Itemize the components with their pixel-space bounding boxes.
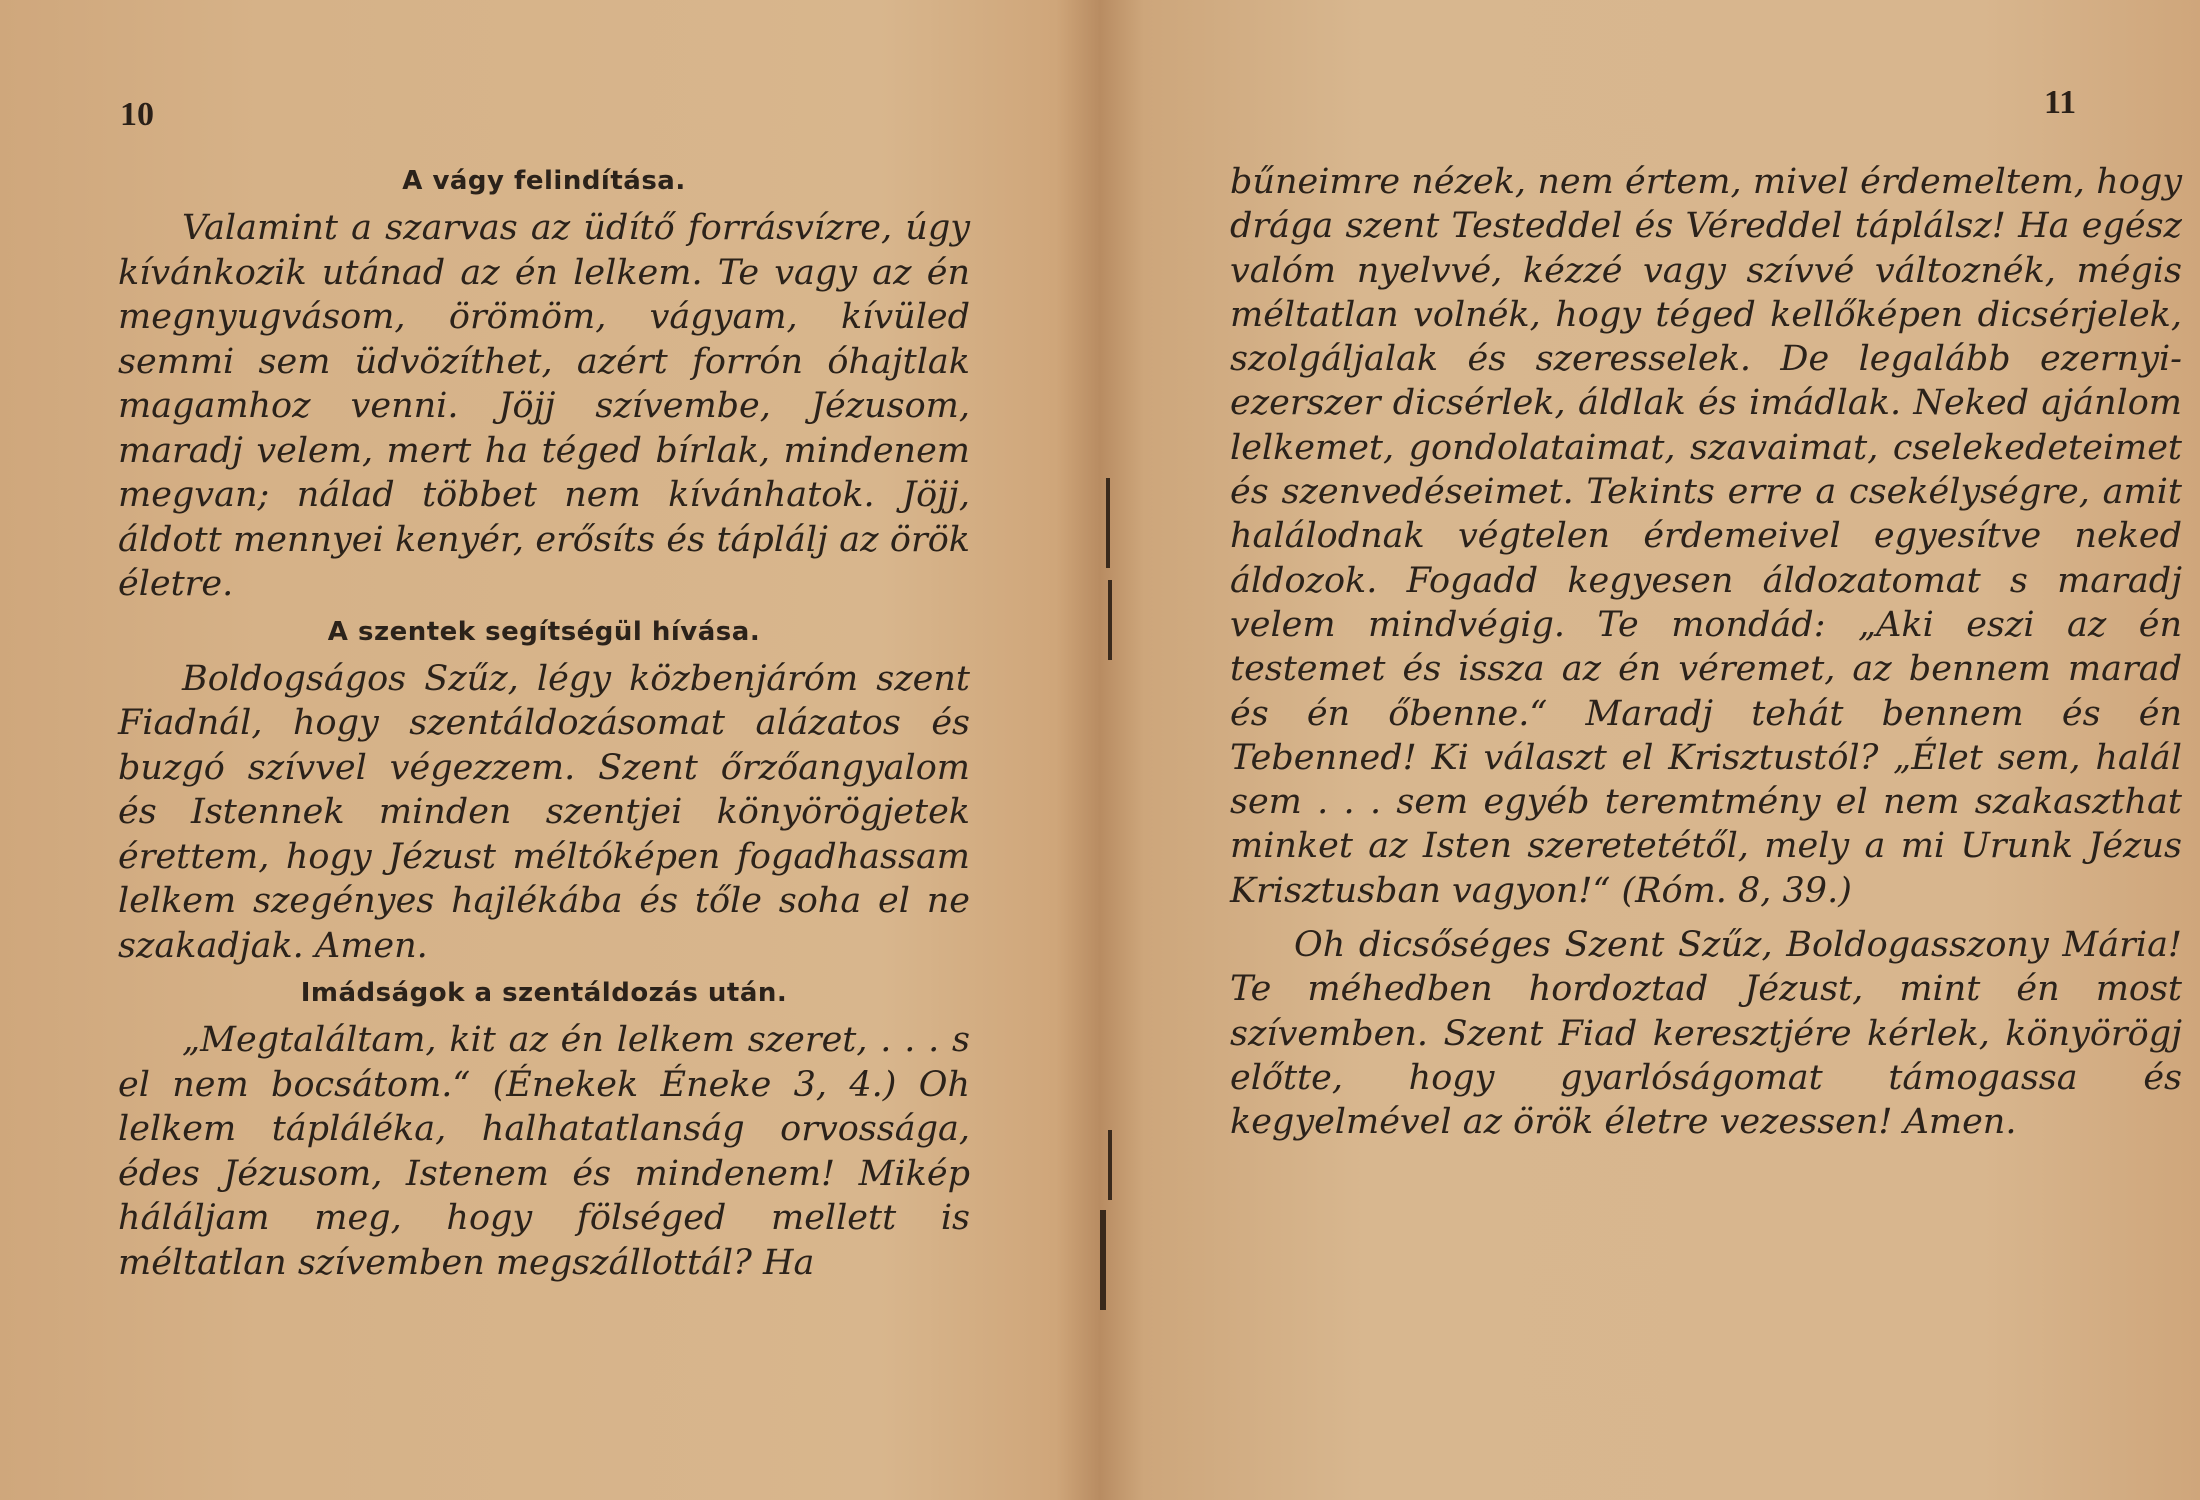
left-page-text — [118, 160, 970, 1295]
page-number-right: 11 — [2044, 84, 2077, 121]
paragraph-after-communion: „Megtaláltam, kit az én lelkem szeret, . . . s el nem bocsátom.“ (Énekek Éneke 3, 4.) Oh lelkem tápláléka, halhatatlanság orvossága, édes Jézusom, Istenem és mindenem! Mikép háláljam meg, hogy fölséged mellett is méltatlan szívemben megszállottál? Ha — [118, 1020, 970, 1283]
paragraph-desire: Valamint a szarvas az üdítő forrásvízre, úgy kívánkozik utánad az én lelkem. Te vagy az én megnyugvásom, örömöm, vágyam, kívüled semmi sem üdvözíthet, azért forrón óhajtlak magamhoz venni. Jöjj szívembe, Jézusom, maradj velem, mert ha téged bírlak, mindenem megvan; nálad többet nem kívánhatok. Jöjj, áldott mennyei kenyér, erősíts és táplálj az örök életre. — [118, 208, 970, 604]
right-page-text — [1230, 160, 2182, 1155]
section-heading-saints: A szentek segítségül hívása. — [327, 616, 761, 647]
page-number-left: 10 — [120, 96, 154, 133]
section-heading-desire: A vágy felindítása. — [402, 166, 686, 196]
paragraph-virgin-mary: Oh dicsőséges Szent Szűz, Boldogasszony Mária! Te méhedben hordoztad Jézust, mint én most szívemben. Szent Fiad keresztjére kérlek, könyörögj előtte, hogy gyarlóságomat támogassa és kegyelmével az örök életre vezessen! Amen. — [1230, 925, 2182, 1143]
section-heading-after-communion: Imádságok a szentáldozás után. — [300, 978, 788, 1008]
paragraph-continuation: bűneimre nézek, nem értem, mivel érdemeltem, hogy drága szent Testeddel és Véreddel táplálsz! Ha egész valóm nyelvvé, kézzé vagy szívvé változnék, mégis méltatlan volnék, hogy téged kellőképen dicsérjelek, szolgáljalak és szeresselek. De legalább ezernyi-ezerszer dicsérlek, áldlak és imádlak. Neked ajánlom lelkemet, gondolataimat, szavaimat, cselekedeteimet és szenvedéseimet. Tekints erre a csekélységre, amit halálodnak végtelen érdemeivel egyesítve neked áldozok. Fogadd kegyesen áldozatomat s maradj velem mindvégig. Te mondád: „Aki eszi az én testemet és issza az én véremet, az bennem marad és én őbenne.“ Maradj tehát bennem és én Tebenned! Ki választ el Krisztustól? „Élet sem, halál sem . . . sem egyéb teremtmény el nem szakaszthat minket az Isten szeretetétől, mely a mi Urunk Jézus Krisztusban vagyon!“ (Róm. 8, 39.) — [1230, 162, 2182, 911]
paragraph-saints: Boldogságos Szűz, légy közbenjáróm szent Fiadnál, hogy szentáldozásomat alázatos és buzgó szívvel végezzem. Szent őrzőangyalom és Istennek minden szentjei könyörögjetek érettem, hogy Jézust méltóképen fogadhassam lelkem szegényes hajlékába és tőle soha el ne szakadjak. Amen. — [118, 658, 970, 966]
right-page — [1100, 0, 2200, 1500]
